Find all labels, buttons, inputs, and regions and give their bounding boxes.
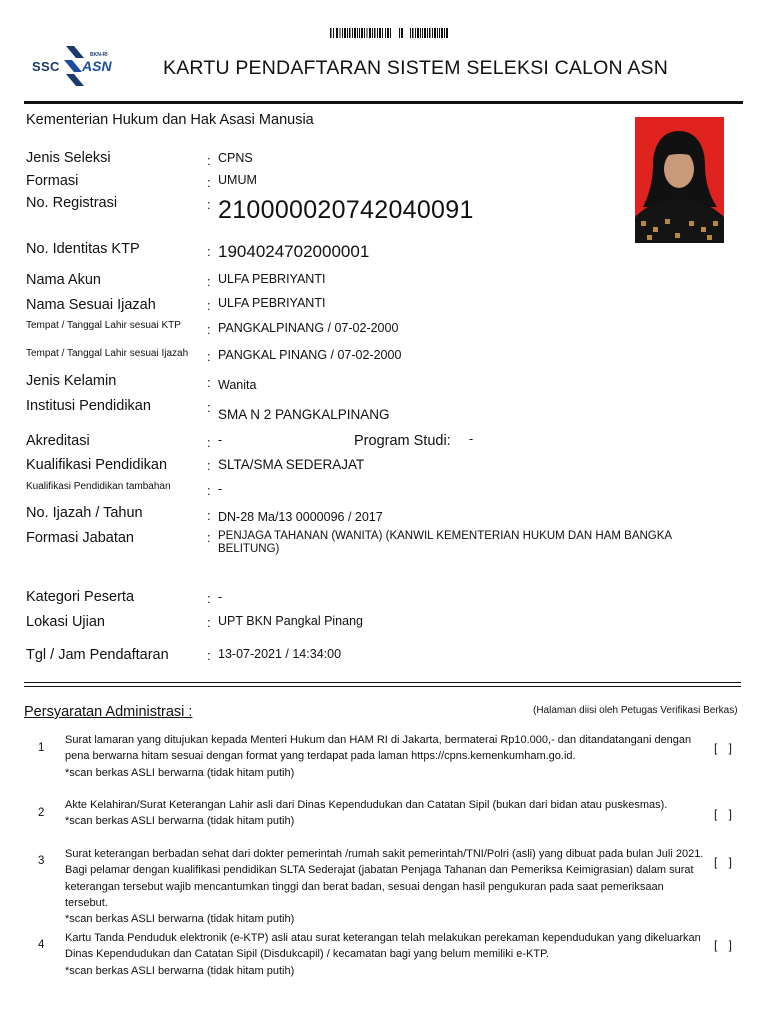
requirement-scan-note: *scan berkas ASLI berwarna (tidak hitam putih)	[65, 913, 295, 926]
field-value: 1904024702000001	[218, 242, 370, 261]
field-label: Kategori Peserta	[26, 589, 135, 605]
field-colon: :	[207, 298, 211, 313]
field-value: 13-07-2021 / 14:34:00	[218, 647, 342, 661]
requirements-note: (Halaman diisi oleh Petugas Verifikasi Berkas)	[533, 705, 738, 716]
field-value: PANGKAL PINANG / 07-02-2000	[218, 348, 402, 362]
applicant-photo	[635, 117, 724, 243]
field-value: ULFA PEBRIYANTI	[218, 272, 326, 286]
field-label: Kualifikasi Pendidikan	[26, 457, 168, 473]
field-colon: :	[207, 244, 211, 259]
requirement-body: Kartu Tanda Penduduk elektronik (e-KTP) asli atau surat keterangan telah melakukan perekaman kependudukan yang dikeluarkan Dinas Kependudukan dan Catatan Sipil (Disdukcapil) / kecamatan bagi yang belum memiliki e-KTP.	[65, 932, 701, 961]
field-value: UPT BKN Pangkal Pinang	[218, 614, 363, 628]
requirement-checkbox[interactable]: [ ]	[714, 741, 737, 755]
requirement-text	[65, 930, 705, 979]
field-value: UMUM	[218, 173, 257, 187]
field-value: 210000020742040091	[218, 196, 474, 224]
field-colon: :	[207, 197, 211, 212]
field-value: CPNS	[218, 151, 253, 165]
field-colon: :	[207, 153, 211, 168]
section-divider-bottom	[24, 686, 741, 687]
field-colon: :	[207, 274, 211, 289]
field-value: Wanita	[218, 378, 257, 392]
field-colon: :	[207, 175, 211, 190]
field-colon: :	[207, 375, 211, 390]
requirement-text	[65, 797, 705, 830]
field-label: No. Registrasi	[26, 195, 118, 211]
field-value: SMA N 2 PANGKALPINANG	[218, 407, 390, 422]
section-divider-top	[24, 682, 741, 683]
field-colon: :	[207, 435, 211, 450]
requirement-text	[65, 846, 705, 927]
field-value: DN-28 Ma/13 0000096 / 2017	[218, 510, 383, 524]
field-label: Kualifikasi Pendidikan tambahan	[26, 481, 171, 492]
requirement-body: Surat lamaran yang ditujukan kepada Menteri Hukum dan HAM RI di Jakarta, bermaterai Rp10.000,- dan ditandatangani dengan pena berwarna hitam sesuai dengan format yang terdapat pada laman https://cpns.kemenkumham.go.id.	[65, 734, 692, 763]
field-label: Tgl / Jam Pendaftaran	[26, 647, 169, 663]
requirement-body: Akte Kelahiran/Surat Keterangan Lahir asli dari Dinas Kependudukan dan Catatan Sipil (bukan dari bidan atau puskesmas).	[65, 799, 668, 811]
requirement-text	[65, 732, 705, 781]
requirement-scan-note: *scan berkas ASLI berwarna (tidak hitam putih)	[65, 964, 295, 977]
field-value: -	[218, 590, 223, 604]
applicant-portrait-icon	[635, 117, 724, 243]
requirement-scan-note: *scan berkas ASLI berwarna (tidak hitam putih)	[65, 815, 295, 828]
field-colon: :	[207, 349, 211, 364]
ssc-asn-logo	[32, 44, 116, 88]
field-label: Institusi Pendidikan	[26, 398, 151, 414]
requirement-number: 4	[38, 939, 45, 951]
field-label: Nama Akun	[26, 272, 101, 288]
field-label: Tempat / Tanggal Lahir sesuai KTP	[26, 320, 181, 331]
field-value: PENJAGA TAHANAN (WANITA) (KANWIL KEMENTERIAN HUKUM DAN HAM BANGKA BELITUNG)	[218, 530, 672, 555]
requirement-number: 1	[38, 742, 45, 754]
barcode	[330, 28, 448, 38]
field-label: No. Identitas KTP	[26, 241, 140, 257]
header-divider	[24, 101, 743, 104]
requirement-body: Surat keterangan berbadan sehat dari dokter pemerintah /rumah sakit pemerintah/TNI/Polri (asli) yang dibuat pada bulan Juli 2021. Bagi pelamar dengan kualifikasi pendidikan SLTA Sederajat (jabatan Penjaga Tahanan dan Pemeriksa Keimigrasian) dalam surat keterangan tersebut wajib mencantumkan tinggi dan berat badan, sesuai dengan hasil pengukuran pada saat pemeriksaan tersebut.	[65, 848, 704, 909]
logo-ssc-text: SSC	[32, 59, 60, 74]
field-colon: :	[207, 615, 211, 630]
field-value: SLTA/SMA SEDERAJAT	[218, 457, 365, 472]
program-studi-value: -	[469, 432, 474, 446]
field-label: Jenis Seleksi	[26, 150, 111, 166]
field-value: -	[218, 433, 223, 447]
field-value: -	[218, 482, 223, 496]
field-colon: :	[207, 458, 211, 473]
field-label: Nama Sesuai Ijazah	[26, 297, 156, 313]
field-label: Formasi	[26, 173, 79, 189]
field-label: Tempat / Tanggal Lahir sesuai Ijazah	[26, 348, 189, 359]
field-label: Formasi Jabatan	[26, 530, 134, 546]
field-colon: :	[207, 322, 211, 337]
logo-bkn-text: BKN-RI	[90, 52, 108, 58]
field-label: Akreditasi	[26, 433, 90, 449]
field-colon: :	[207, 508, 211, 523]
field-label: Jenis Kelamin	[26, 373, 117, 389]
requirement-number: 3	[38, 855, 45, 867]
field-colon: :	[207, 483, 211, 498]
requirement-checkbox[interactable]: [ ]	[714, 855, 737, 869]
logo-asn-text: ASN	[82, 58, 112, 74]
requirement-checkbox[interactable]: [ ]	[714, 938, 737, 952]
program-studi-label: Program Studi:	[354, 433, 451, 449]
field-colon: :	[207, 400, 211, 415]
requirement-checkbox[interactable]: [ ]	[714, 807, 737, 821]
requirement-number: 2	[38, 807, 45, 819]
field-colon: :	[207, 648, 211, 663]
field-colon: :	[207, 591, 211, 606]
requirement-scan-note: *scan berkas ASLI berwarna (tidak hitam putih)	[65, 766, 295, 779]
requirements-title: Persyaratan Administrasi :	[24, 704, 193, 720]
field-value: PANGKALPINANG / 07-02-2000	[218, 321, 399, 335]
field-label: No. Ijazah / Tahun	[26, 505, 143, 521]
ministry-name: Kementerian Hukum dan Hak Asasi Manusia	[26, 112, 314, 128]
field-value: ULFA PEBRIYANTI	[218, 296, 326, 310]
field-colon: :	[207, 530, 211, 545]
document-title: KARTU PENDAFTARAN SISTEM SELEKSI CALON ASN	[163, 57, 669, 79]
field-label: Lokasi Ujian	[26, 614, 105, 630]
